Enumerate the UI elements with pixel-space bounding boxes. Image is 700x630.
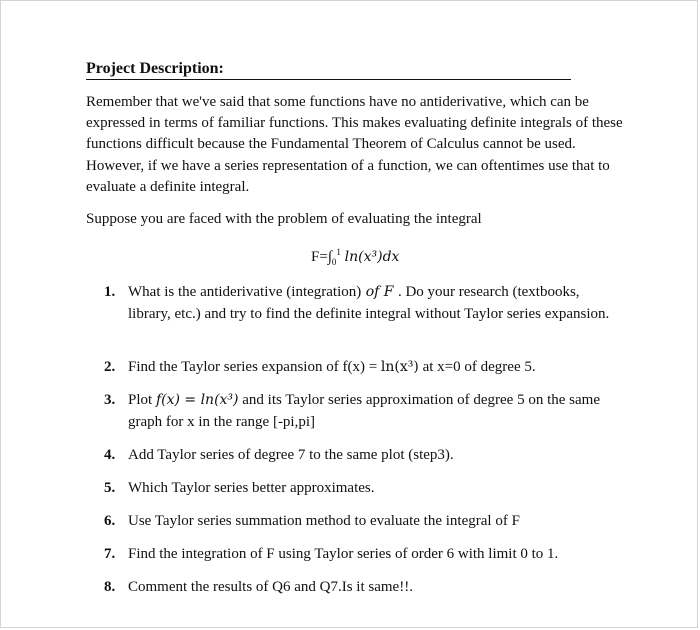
- section-heading: Project Description:: [86, 60, 571, 80]
- list-item-number: 6.: [104, 513, 116, 529]
- list-item: [104, 282, 624, 325]
- list-item-number: 1.: [104, 284, 116, 300]
- list-item: [104, 390, 624, 433]
- list-item-text: Plot: [128, 392, 156, 408]
- list-item-text-cont: and its Taylor series approximation of degree 5 on the same graph for x in the range [-pi,pi]: [128, 392, 600, 430]
- list-item: [104, 478, 624, 500]
- list-item: [104, 445, 624, 467]
- list-item-text: Find the Taylor series expansion of f(x) =: [128, 359, 381, 375]
- list-item-text: Add Taylor series of degree 7 to the same plot (step3).: [128, 447, 454, 463]
- list-item-text: Comment the results of Q6 and Q7.Is it same!!.: [128, 579, 413, 595]
- list-item: [104, 544, 624, 566]
- list-item-number: 5.: [104, 480, 116, 496]
- list-item: [104, 511, 624, 533]
- list-item: [104, 357, 624, 379]
- formula-lhs: F=: [311, 249, 328, 265]
- integral-sign: ∫: [327, 249, 332, 265]
- list-item-number: 2.: [104, 359, 116, 375]
- list-item-number: 8.: [104, 579, 116, 595]
- list-item-math: ln(x³): [380, 359, 419, 375]
- integrand: ln(x³)dx: [344, 249, 400, 265]
- list-item-number: 7.: [104, 546, 116, 562]
- list-item-math: of F: [361, 284, 398, 300]
- list-item-text: Use Taylor series summation method to evaluate the integral of F: [128, 513, 520, 529]
- problem-paragraph: Suppose you are faced with the problem of evaluating the integral: [86, 211, 482, 227]
- list-item-text-cont: at x=0 of degree 5.: [418, 359, 536, 375]
- intro-paragraph: Remember that we've said that some functions have no antiderivative, which can be expressed in terms of familiar functions. This makes evaluating definite integrals of these functions difficult because the Fundamental Theorem of Calculus cannot be used. However, if we have a series representation of a function, we can oftentimes use that to evaluate a definite integral.: [86, 94, 623, 195]
- list-item: [104, 577, 624, 599]
- list-item-number: 4.: [104, 447, 116, 463]
- list-item-text-cont: . Do your research (textbooks, library, etc.) and try to find the definite integral without Taylor series expansion.: [128, 284, 610, 322]
- integral-formula: [311, 241, 399, 273]
- list-item-number: 3.: [104, 392, 116, 408]
- integral-upper-limit: 1: [336, 247, 341, 257]
- list-item-text: What is the antiderivative (integration): [128, 284, 362, 300]
- list-item-math: f(x) = ln(x³): [155, 392, 239, 408]
- integral-lower-limit: 0: [331, 257, 337, 267]
- list-item-text: Find the integration of F using Taylor series of order 6 with limit 0 to 1.: [128, 546, 559, 562]
- list-item-text: Which Taylor series better approximates.: [128, 480, 375, 496]
